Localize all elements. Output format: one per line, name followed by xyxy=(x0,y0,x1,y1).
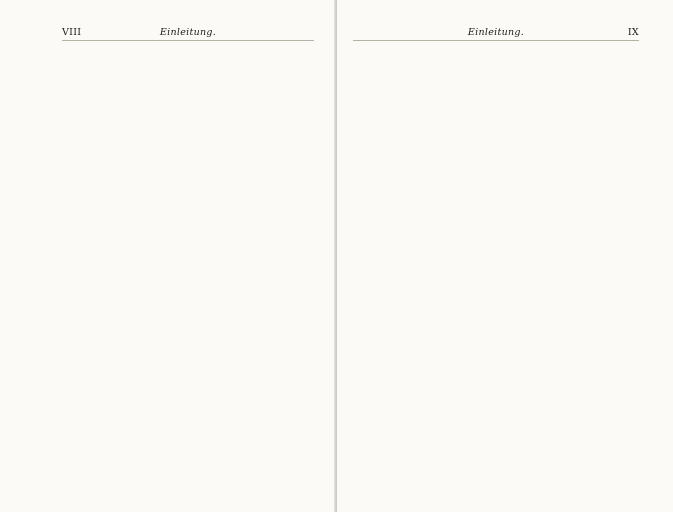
right-page xyxy=(337,0,673,512)
left-page-number: VIII xyxy=(62,27,82,38)
right-running-head xyxy=(353,26,639,41)
right-page-number: IX xyxy=(627,27,639,38)
left-running-head xyxy=(62,26,314,41)
right-running-title: Einleitung. xyxy=(467,27,525,38)
left-running-title: Einleitung. xyxy=(159,27,217,38)
left-page xyxy=(0,0,336,512)
